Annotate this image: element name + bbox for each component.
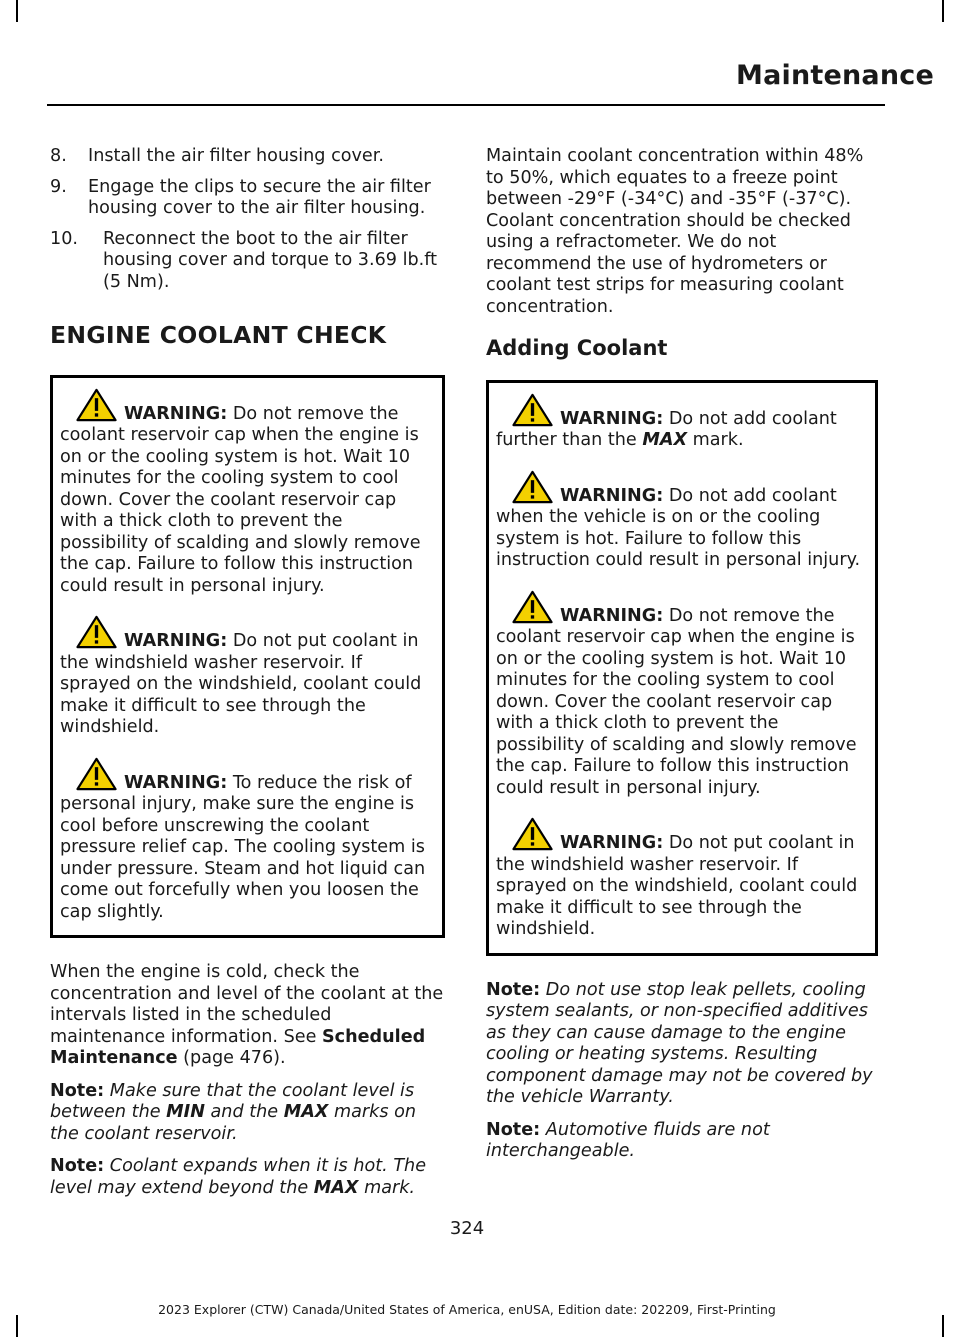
warning-item [496,470,869,572]
note-text: and the [204,1102,284,1122]
cold-check-paragraph [50,962,445,1070]
section-title: ENGINE COOLANT CHECK [50,321,387,349]
warning-text: Do not remove the coolant reservoir cap when the engine is on or the cooling system is hot. Wait 10 minutes for the cooling system to cool down. Cover the coolant reservoir cap with a thick cloth to prevent the possibility of scalding and slowly remove the cap. Failure to follow this instruction could result in personal injury. [60,403,421,596]
footer-text: 2023 Explorer (CTW) Canada/United States of America, enUSA, Edition date: 202209, First-Printing [158,1302,776,1317]
step-number: 10. [50,228,78,249]
max-mark-text: MAX [313,1177,359,1198]
warning-triangle-icon [76,388,117,422]
note-text: mark. [358,1177,416,1198]
warning-item [60,615,436,739]
note [486,1120,878,1163]
max-mark-text: MAX [283,1102,329,1122]
warning-item [60,757,436,924]
warning-triangle-icon [76,757,117,791]
warning-text: Do not put coolant in the windshield washer reservoir. If sprayed on the windshield, coolant could make it difficult to see through the windshield. [496,833,858,939]
paragraph-text: When the engine is cold, check the concentration and level of the coolant at the intervals listed in the scheduled maintenance information. See [50,962,444,1047]
left-column [50,146,445,1210]
note-text: Coolant expands when it is hot. The level may extend beyond the [50,1156,427,1198]
warning-box [50,375,445,939]
page-reference: (page 476). [177,1048,286,1068]
warning-text: Do not add coolant further than the [496,408,837,450]
warning-triangle-icon [512,393,553,427]
warning-triangle-icon [512,817,553,851]
step-item [50,177,445,220]
warning-text: Do not remove the coolant reservoir cap when the engine is on or the cooling system is hot. Wait 10 minutes for the cooling system to cool down. Cover the coolant reservoir cap with a thick cloth to prevent the possibility of scalding and slowly remove the cap. Failure to follow this instruction could result in personal injury. [496,605,857,798]
step-item [50,229,445,294]
crop-mark [942,0,944,22]
warning-label: WARNING: [560,408,664,429]
warning-item [496,393,869,452]
warning-text: Do not put coolant in the windshield washer reservoir. If sprayed on the windshield, coolant could make it difficult to see through the windshield. [60,631,422,737]
warning-label: WARNING: [560,605,664,626]
warning-label: WARNING: [560,485,664,506]
note-text: Do not use stop leak pellets, cooling system sealants, or non-specified additives as they can cause damage to the engine cooling or heating systems. Resulting component damage may not be covered by the vehicle Warranty. [486,979,873,1107]
note-label: Note: [486,1119,541,1140]
right-column [486,146,878,1174]
note [50,1156,445,1199]
concentration-paragraph: Maintain coolant concentration within 48% to 50%, which equates to a freeze point between -29°F (-34°C) and -35°F (-37°C). Coolant concentration should be checked using a refractometer. We do not recommend the use of hydrometers or coolant test strips for measuring coolant concentration. [486,146,864,317]
warning-label: WARNING: [124,772,228,793]
warning-item [496,817,869,941]
warning-label: WARNING: [124,631,228,651]
crop-mark [16,1315,18,1337]
note-text: Make sure that the coolant level is between the [50,1080,415,1122]
min-mark-text: MIN [166,1102,205,1122]
note-label: Note: [486,979,541,1000]
warning-triangle-icon [512,470,553,504]
note-label: Note: [50,1080,105,1101]
warning-text: To reduce the risk of personal injury, make sure the engine is cool before unscrewing the coolant pressure relief cap. The cooling system is under pressure. Steam and hot liquid can come out forcefully when you loosen the cap slightly. [60,772,426,922]
warning-triangle-icon [512,590,553,624]
note [50,1081,445,1146]
crop-mark [942,1315,944,1337]
note-text: marks on the coolant reservoir. [50,1102,416,1144]
page-number: 324 [449,1218,485,1239]
page-header-title: Maintenance [736,60,934,91]
warning-box [486,380,878,956]
note-label: Note: [50,1156,105,1176]
max-mark-text: MAX [642,430,688,450]
warning-label: WARNING: [560,833,664,853]
step-text: Engage the clips to secure the air filter housing cover to the air filter housing. [88,176,431,218]
step-text: Reconnect the boot to the air filter housing cover and torque to 3.69 lb.ft (5 Nm). [103,228,437,292]
warning-label: WARNING: [124,403,228,424]
step-text: Install the air filter housing cover. [88,146,384,166]
crop-mark [16,0,18,22]
note [486,980,878,1109]
warning-item [496,590,869,800]
warning-triangle-icon [76,615,117,649]
note-text: Automotive fluids are not interchangeable. [486,1119,770,1161]
step-number: 8. [50,146,67,166]
warning-text: mark. [687,430,744,450]
warning-text: Do not add coolant when the vehicle is on or the cooling system is hot. Failure to follow this instruction could result in personal injury. [496,485,861,570]
step-number: 9. [50,176,67,197]
adding-coolant-title: Adding Coolant [486,336,668,360]
step-item [50,146,445,168]
header-divider [47,104,885,106]
step-list [50,146,445,293]
scheduled-maintenance-link[interactable]: Scheduled Maintenance [50,1026,426,1068]
warning-item [60,388,436,598]
